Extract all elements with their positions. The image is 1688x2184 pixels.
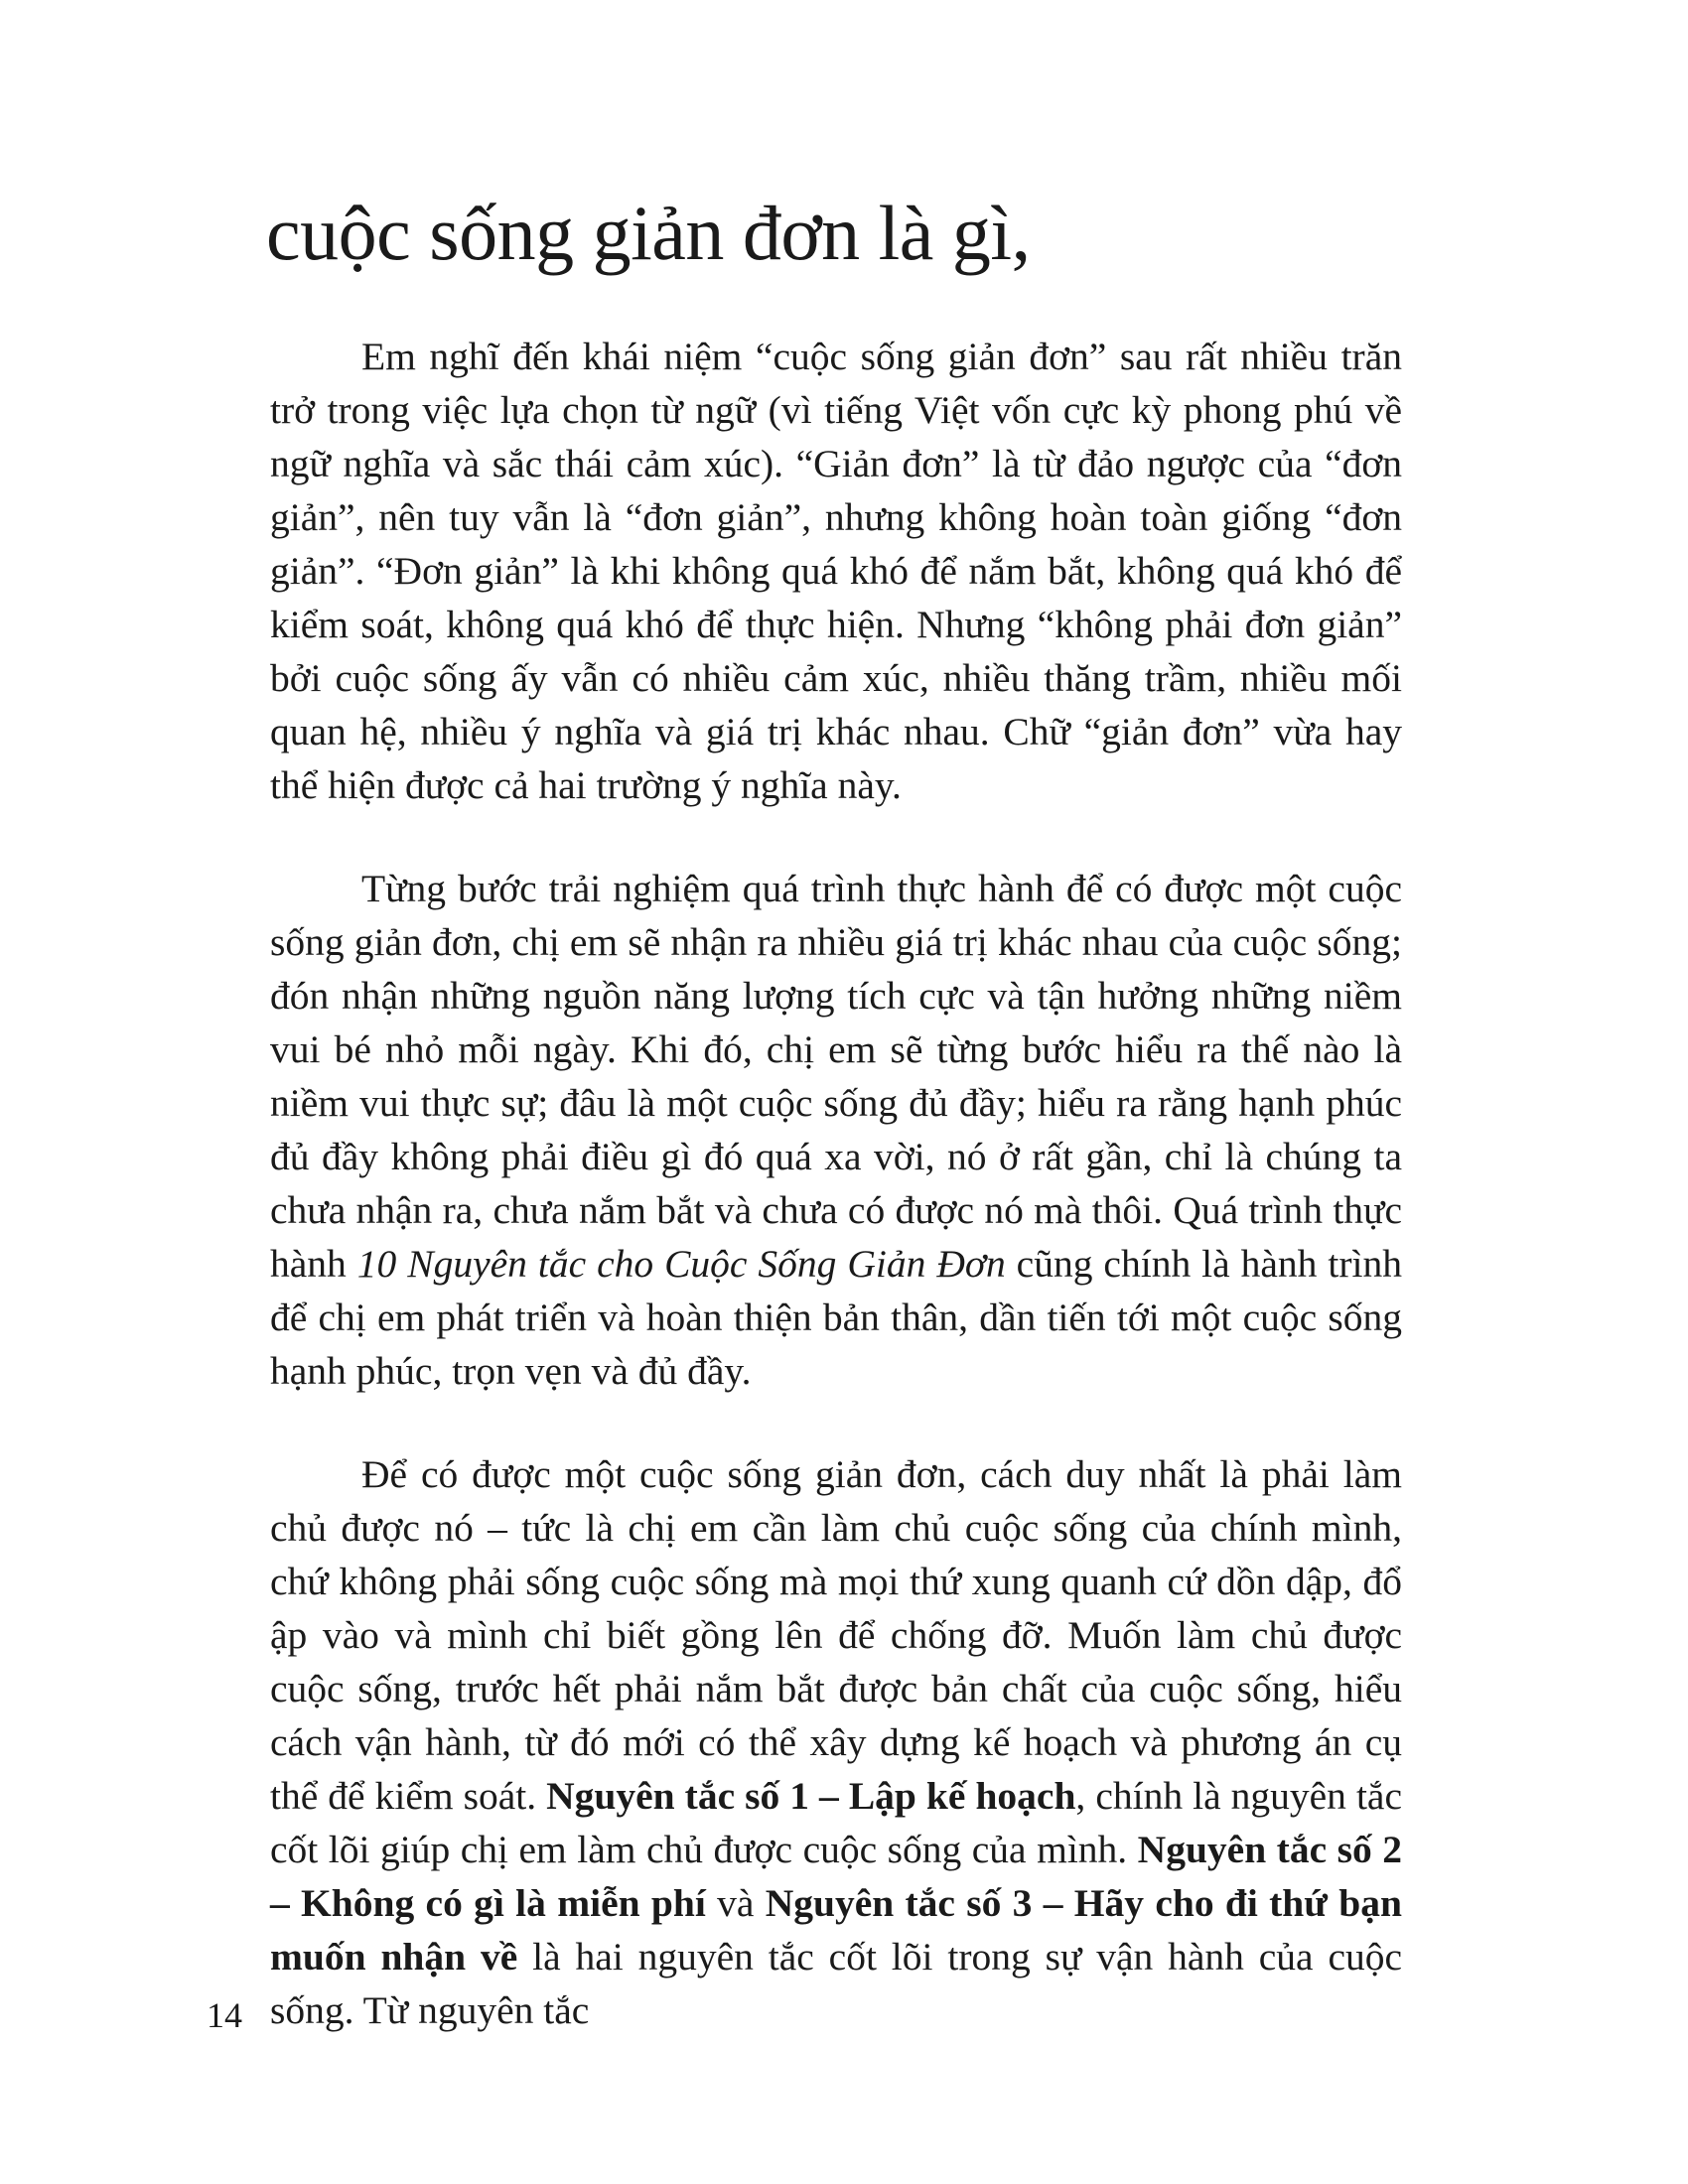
paragraph-3-part4: là hai nguyên tắc cốt lõi trong sự vận hành của cuộc sống. Từ nguyên tắc xyxy=(270,1935,1403,2032)
paragraph-2-part1: Từng bước trải nghiệm quá trình thực hành để có được một cuộc sống giản đơn, chị em sẽ nhận ra nhiều giá trị khác nhau của cuộc sống; đón nhận những nguồn năng lượng tích cực và tận hưởng những niềm vui bé nhỏ mỗi ngày. Khi đó, chị em sẽ từng bước hiểu ra thế nào là niềm vui thực sự; đâu là một cuộc sống đủ đầy; hiểu ra rằng hạnh phúc đủ đầy không phải điều gì đó quá xa vời, nó ở rất gần, chỉ là chúng ta chưa nhận ra, chưa nắm bắt và chưa có được nó mà thôi. Quá trình thực hành xyxy=(270,867,1402,1286)
principle-2-bold: Nguyên tắc số 2 – Không có gì là miễn phí xyxy=(270,1828,1402,1925)
page-number: 14 xyxy=(207,1995,242,2035)
book-title-italic: 10 Nguyên tắc cho Cuộc Sống Giản Đơn xyxy=(356,1242,1006,1286)
paragraph-1 xyxy=(270,330,1402,812)
chapter-title: cuộc sống giản đơn là gì, xyxy=(266,190,1031,276)
paragraph-3-part2: , chính là nguyên tắc cốt lõi giúp chị em làm chủ được cuộc sống của mình. xyxy=(270,1774,1402,1871)
principle-1-bold: Nguyên tắc số 1 – Lập kế hoạch xyxy=(546,1774,1076,1818)
paragraph-1-text: Em nghĩ đến khái niệm “cuộc sống giản đơn” sau rất nhiều trăn trở trong việc lựa chọn từ ngữ (vì tiếng Việt vốn cực kỳ phong phú về ngữ nghĩa và sắc thái cảm xúc). “Giản đơn” là từ đảo ngược của “đơn giản”, nên tuy vẫn là “đơn giản”, nhưng không hoàn toàn giống “đơn giản”. “Đơn giản” là khi không quá khó để nắm bắt, không quá khó để kiểm soát, không quá khó để thực hiện. Nhưng “không phải đơn giản” bởi cuộc sống ấy vẫn có nhiều cảm xúc, nhiều thăng trầm, nhiều mối quan hệ, nhiều ý nghĩa và giá trị khác nhau. Chữ “giản đơn” vừa hay thể hiện được cả hai trường ý nghĩa này. xyxy=(270,335,1402,807)
paragraph-3-part3: và xyxy=(705,1881,766,1925)
paragraph-2 xyxy=(270,862,1402,1398)
paragraph-3-part1: Để có được một cuộc sống giản đơn, cách duy nhất là phải làm chủ được nó – tức là chị em cần làm chủ cuộc sống của chính mình, chứ không phải sống cuộc sống mà mọi thứ xung quanh cứ dồn dập, đổ ập vào và mình chỉ biết gồng lên để chống đỡ. Muốn làm chủ được cuộc sống, trước hết phải nắm bắt được bản chất của cuộc sống, hiểu cách vận hành, từ đó mới có thể xây dựng kế hoạch và phương án cụ thể để kiểm soát. xyxy=(270,1452,1402,1818)
principle-3-bold: Nguyên tắc số 3 – Hãy cho đi thứ bạn muốn nhận về xyxy=(270,1881,1402,1979)
paragraph-2-part2: cũng chính là hành trình để chị em phát triển và hoàn thiện bản thân, dần tiến tới một cuộc sống hạnh phúc, trọn vẹn và đủ đầy. xyxy=(270,1242,1402,1393)
body-text xyxy=(270,330,1402,2037)
paragraph-3 xyxy=(270,1447,1402,2037)
